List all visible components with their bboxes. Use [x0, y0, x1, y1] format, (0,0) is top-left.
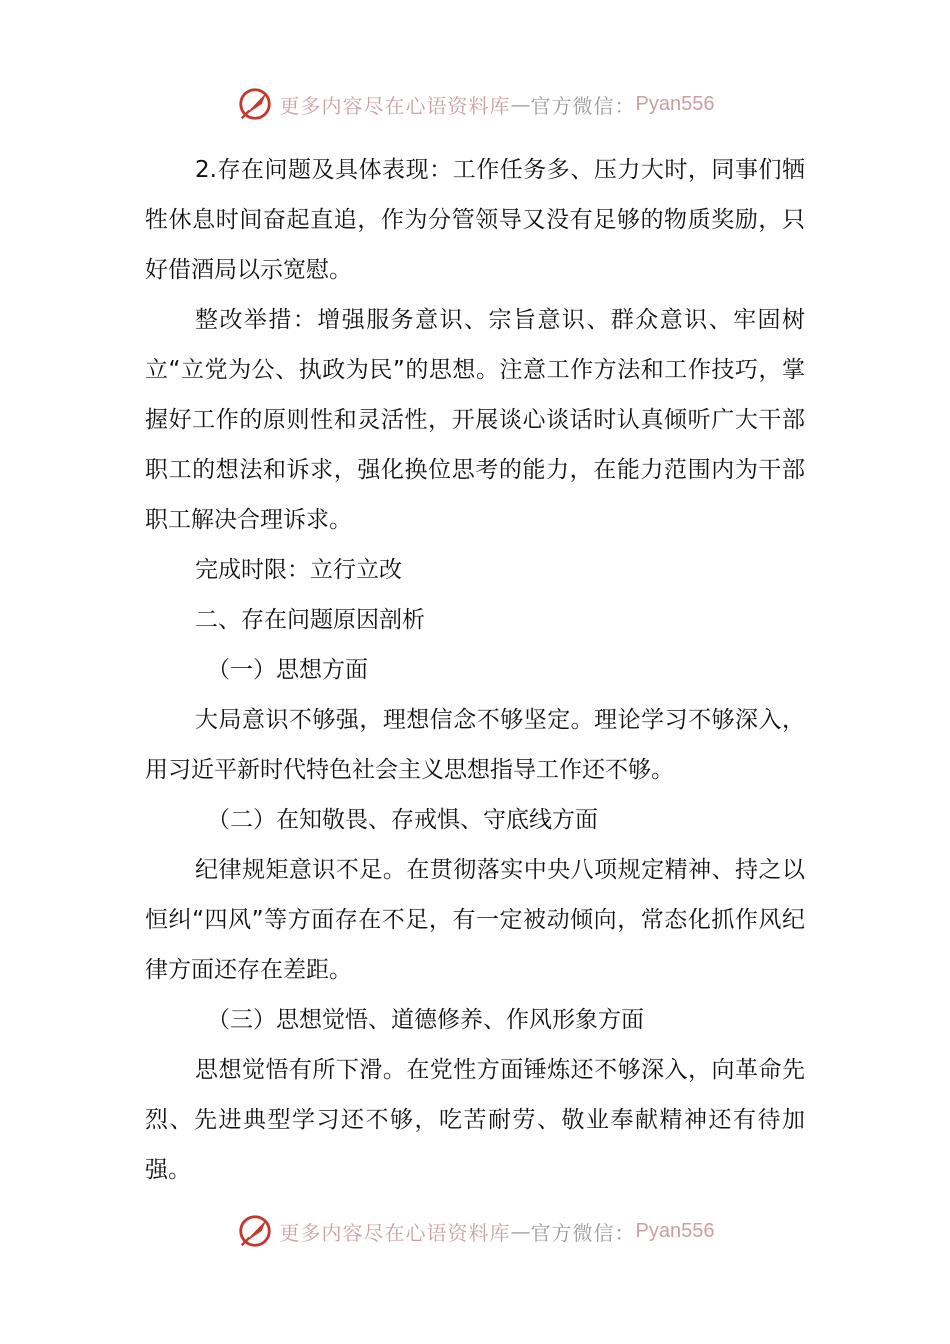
- watermark-official-label: 官方微信：: [530, 1220, 636, 1245]
- watermark-separator: —: [510, 92, 531, 116]
- watermark-site-text: 更多内容尽在心语资料库: [279, 1220, 511, 1245]
- subheading-thought: （一）思想方面: [207, 657, 368, 683]
- paragraph-discipline: 纪律规矩意识不足。在贯彻落实中央八项规定精神、持之以恒纠“四风”等方面存在不足，有一定被动倾向，常态化抓作风纪律方面还存在差距。: [145, 857, 805, 983]
- watermark-official-label: 官方微信：: [530, 93, 636, 118]
- document-body: [145, 145, 805, 1195]
- subheading-awareness: （三）思想觉悟、道德修养、作风形象方面: [207, 1007, 644, 1033]
- watermark-site-text: 更多内容尽在心语资料库: [279, 93, 511, 118]
- watermark-separator: —: [510, 1219, 531, 1243]
- quill-logo-icon: [236, 85, 274, 123]
- watermark-footer: [0, 1211, 950, 1251]
- paragraph-deadline: 完成时限：立行立改: [195, 557, 402, 583]
- paragraph-thought: 大局意识不够强，理想信念不够坚定。理论学习不够深入，用习近平新时代特色社会主义思想指导工作还不够。: [145, 707, 805, 783]
- paragraph-awareness: 思想觉悟有所下滑。在党性方面锤炼还不够深入，向革命先烈、先进典型学习还不够，吃苦耐劳、敬业奉献精神还有待加强。: [145, 1057, 805, 1183]
- quill-logo-icon: [236, 1212, 274, 1250]
- watermark-id: Pyan556: [635, 92, 715, 115]
- watermark-id: Pyan556: [635, 1219, 715, 1242]
- section-heading-causes: 二、存在问题原因剖析: [195, 607, 425, 633]
- watermark-header: [0, 84, 950, 124]
- subheading-discipline: （二）在知敬畏、存戒惧、守底线方面: [207, 807, 598, 833]
- paragraph-problem-2: 2.存在问题及具体表现：工作任务多、压力大时，同事们牺牲休息时间奋起直追，作为分管领导又没有足够的物质奖励，只好借酒局以示宽慰。: [145, 157, 805, 283]
- paragraph-rectification: 整改举措：增强服务意识、宗旨意识、群众意识、牢固树立“立党为公、执政为民”的思想。注意工作方法和工作技巧，掌握好工作的原则性和灵活性，开展谈心谈话时认真倾听广大干部职工的想法和诉求，强化换位思考的能力，在能力范围内为干部职工解决合理诉求。: [145, 307, 805, 533]
